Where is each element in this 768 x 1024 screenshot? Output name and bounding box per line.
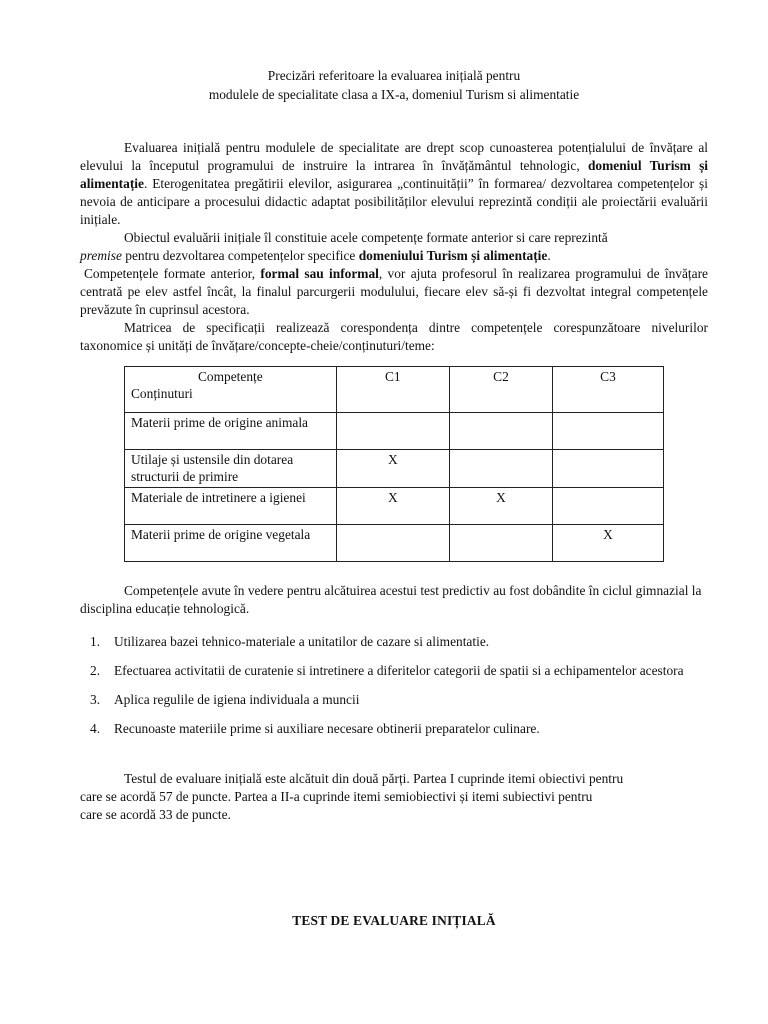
matrix-corner-cell (125, 367, 337, 413)
premise-italic: premise (80, 248, 122, 263)
title-line-2: modulele de specialitate clasa a IX-a, domeniul Turism si alimentatie (208, 87, 580, 102)
paragraph-purpose-text-b: . Eterogenitatea pregătirii elevilor, asigurarea „continuității” în formarea/ dezvoltarea competențelor și nevoia de anticipare a procesului didactic adaptat posibilităților elevului reprezintă condiții ale proiectării evaluării inițiale. (80, 176, 708, 227)
title-line-1: Precizări referitoare la evaluarea inițială pentru (267, 68, 521, 83)
matrix-row (125, 413, 664, 450)
matrix-header-row (125, 367, 664, 413)
paragraph-purpose (80, 139, 708, 229)
paragraph-object-text-c: . (547, 248, 551, 263)
cell-c1: X (336, 450, 449, 488)
domain-name-bold: domeniul Turism și alimentație (80, 158, 709, 191)
document-title (80, 66, 708, 104)
specification-matrix (124, 366, 664, 562)
test-description-line-1: Testul de evaluare inițială este alcătuit din două părți. Partea I cuprinde itemi obiectivi pentru (124, 771, 624, 786)
list-item (90, 633, 708, 651)
matrix-row (125, 450, 664, 488)
list-item (90, 662, 708, 680)
paragraph-purpose-text-a: Evaluarea inițială pentru modulele de specialitate are drept scop cunoasterea potențialului de învățare al elevului la începutul programului de instruire la intrarea în învățământul tehnologic, (80, 140, 708, 173)
row-label: Utilaje și ustensile din dotarea structurii de primire (125, 450, 337, 488)
competences-list (90, 633, 708, 738)
intro-section (80, 139, 708, 355)
list-item (90, 720, 708, 738)
cell-c3 (552, 450, 663, 488)
test-description-line-3: care se acordă 33 de puncte. (80, 807, 231, 822)
list-number: 4. (90, 721, 101, 736)
cell-c1 (336, 525, 449, 562)
domain-name-bold-2: domeniului Turism și alimentație (358, 248, 548, 263)
cell-c2 (450, 413, 553, 450)
list-text: Utilizarea bazei tehnico-materiale a unitatilor de cazare si alimentatie. (114, 634, 490, 649)
matrix-row (125, 488, 664, 525)
test-description-line-2: care se acordă 57 de puncte. Partea a II-a cuprinde itemi semiobiectivi și itemi subiectivi pentru (80, 789, 593, 804)
paragraph-object-text-a: Obiectul evaluării inițiale îl constituie acele competențe formate anterior si care reprezintă (124, 230, 608, 245)
competences-intro-section (80, 582, 708, 618)
test-description (80, 770, 708, 824)
list-number: 1. (90, 634, 101, 649)
list-text: Aplica regulile de igiena individuala a muncii (114, 692, 360, 707)
row-label: Materiale de intretinere a igienei (125, 488, 337, 525)
cell-c2: X (450, 488, 553, 525)
paragraph-matrix-intro: Matricea de specificații realizează corespondența dintre competențele corespunzătoare nivelurilor taxonomice și unități de învățare/concepte-cheie/conținuturi/teme: (80, 320, 708, 353)
header-competente: Competențe (197, 369, 263, 384)
column-header-c3: C3 (552, 367, 663, 413)
cell-c1 (336, 413, 449, 450)
column-header-c2: C2 (450, 367, 553, 413)
cell-c3 (552, 413, 663, 450)
list-number: 3. (90, 692, 101, 707)
row-label: Materii prime de origine vegetala (125, 525, 337, 562)
paragraph-prior-text-a: Competențele formate anterior, (84, 266, 261, 281)
matrix-row (125, 525, 664, 562)
list-number: 2. (90, 663, 101, 678)
cell-c2 (450, 450, 553, 488)
list-text: Recunoaste materiile prime si auxiliare necesare obtinerii preparatelor culinare. (114, 721, 540, 736)
column-header-c1: C1 (336, 367, 449, 413)
test-title: TEST DE EVALUARE INIȚIALĂ (292, 913, 496, 928)
competences-intro: Competențele avute în vedere pentru alcătuirea acestui test predictiv au fost dobândite în ciclul gimnazial la disciplina educație tehnologică. (80, 583, 702, 616)
list-text: Efectuarea activitatii de curatenie si intretinere a diferitelor categorii de spatii si a echipamentelor acestora (114, 663, 684, 678)
formal-informal-bold: formal sau informal (260, 266, 379, 281)
paragraph-prior-text-b: , vor ajuta profesorul în realizarea programului de învățare centrată pe elev astfel încât, la finalul parcurgerii modulului, fiecare elev să-și fi dezvoltat integral competențele prevăzute în cuprinsul acestora. (80, 266, 708, 317)
paragraph-object-text-b: pentru dezvoltarea competențelor specifice (121, 248, 359, 263)
paragraph-prior-competences (80, 265, 708, 319)
cell-c3: X (552, 525, 663, 562)
cell-c1: X (336, 488, 449, 525)
paragraph-object (80, 229, 708, 265)
row-label: Materii prime de origine animala (125, 413, 337, 450)
cell-c2 (450, 525, 553, 562)
header-continuturi: Conținuturi (131, 386, 193, 401)
list-item (90, 691, 708, 709)
cell-c3 (552, 488, 663, 525)
